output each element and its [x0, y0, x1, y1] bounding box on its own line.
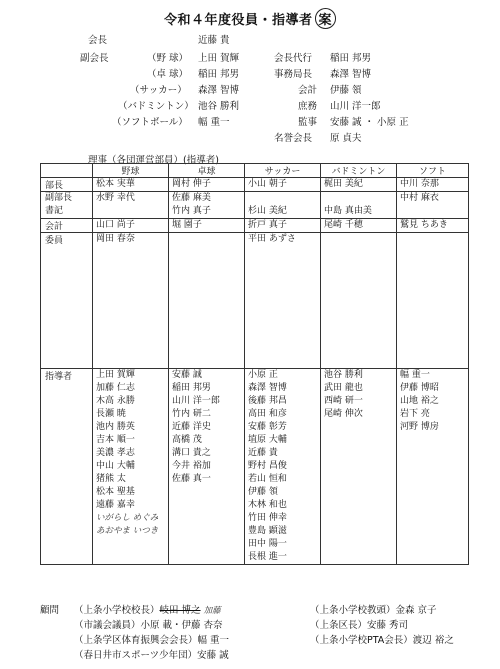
table-cell [245, 369, 321, 565]
coach-name: 山川 洋一郎 [172, 396, 220, 406]
coach-name: 松本 聖基 [96, 487, 135, 497]
row-role [41, 192, 93, 219]
table-cell [93, 219, 169, 233]
adviser-left: （春日井市スポーツ少年団）安藤 誠 [74, 650, 229, 661]
header-cell: 卓球 [169, 164, 245, 178]
coach-name: 小原 正 [248, 370, 278, 380]
officer-role: 監事 [298, 117, 318, 128]
table-cell [93, 178, 169, 192]
coach-name: 猪熊 太 [96, 474, 126, 484]
adviser-row [40, 648, 468, 663]
coach-name: 稲田 邦男 [172, 383, 211, 393]
document-title [0, 8, 500, 29]
coach-name: 伊藤 領 [248, 487, 278, 497]
member-name: 中村 麻衣 [400, 193, 439, 203]
table-cell [93, 233, 169, 369]
coach-name: 加藤 仁志 [96, 383, 135, 393]
coach-name: 後藤 邦昌 [248, 396, 287, 406]
coach-name: 池内 勝英 [96, 422, 135, 432]
adviser-right: （上条小学校PTA会長）渡辺 裕之 [310, 635, 454, 646]
table-row [41, 219, 469, 233]
officer-sport: （バドミントン） [118, 101, 194, 112]
table-cell [245, 233, 321, 369]
table-cell [397, 219, 469, 233]
title-mark: 案 [315, 8, 337, 29]
coach-name: 竹田 伸幸 [248, 513, 287, 523]
member-name: 尾崎 千穂 [324, 220, 363, 230]
officer-sport: （卓 球） [147, 69, 189, 80]
officer-name: 森澤 智博 [330, 69, 372, 80]
officer-name: 山川 洋一郎 [330, 101, 381, 112]
coach-name: 高橋 茂 [172, 435, 202, 445]
row-role: 委員 [41, 233, 93, 369]
table-row [41, 178, 469, 192]
table-row [41, 369, 469, 565]
officer-name: 上田 賀輝 [198, 53, 240, 64]
coach-name: 尾崎 伸次 [324, 409, 363, 419]
adviser-left: （市議会議員）小原 載・伊藤 杏奈 [74, 620, 223, 631]
table-cell [397, 178, 469, 192]
row-role-line: 副部長 [45, 193, 73, 203]
table-cell [169, 219, 245, 233]
adviser-right: （上条区長）安藤 秀司 [310, 620, 409, 631]
member-name: 水野 幸代 [96, 193, 135, 203]
member-name: 松本 実華 [96, 179, 135, 189]
coach-name: 高田 和彦 [248, 409, 287, 419]
coach-name: 近藤 貴 [248, 448, 278, 458]
member-name: 堀 園子 [172, 220, 202, 230]
officer-name: 幅 重一 [198, 117, 230, 128]
title-text: 令和４年度役員・指導者 [163, 13, 313, 28]
header-cell [41, 164, 93, 178]
table-row [41, 192, 469, 219]
officer-sport: （ソフトボール） [112, 117, 188, 128]
coach-name: 長瀬 暁 [96, 409, 126, 419]
officer-name: 近藤 貴 [198, 35, 230, 46]
coach-name: 山地 裕之 [400, 396, 439, 406]
coach-name: 上田 賀輝 [96, 370, 135, 380]
officer-name: 稲田 邦男 [330, 53, 372, 64]
coach-name: 池谷 勝利 [324, 370, 363, 380]
row-role: 会計 [41, 219, 93, 233]
member-name [324, 192, 393, 205]
coach-name: 森澤 智博 [248, 383, 287, 393]
advisers-label: 顧問 [40, 605, 60, 616]
coach-name: 河野 博房 [400, 422, 439, 432]
adviser-left: （上条学区体育振興会会長）幅 重一 [74, 635, 230, 646]
advisers-section [40, 603, 468, 663]
header-cell: 野球 [93, 164, 169, 178]
table-cell [321, 178, 397, 192]
officer-name: 稲田 邦男 [198, 69, 240, 80]
header-cell: バドミントン [321, 164, 397, 178]
member-name: 竹内 真子 [172, 206, 211, 216]
member-name: 岡田 春奈 [96, 234, 135, 244]
table-cell [397, 369, 469, 565]
coach-name: 木林 和也 [248, 500, 287, 510]
handwritten-correction: 加藤 [203, 606, 221, 616]
officer-name: 池谷 勝利 [198, 101, 240, 112]
member-name: 佐藤 麻美 [172, 193, 211, 203]
row-role: 指導者 [41, 369, 93, 565]
officer-role: 会計 [298, 85, 318, 96]
member-name [248, 192, 317, 205]
officer-role: 会長代行 [274, 53, 313, 64]
officer-name: 森澤 智博 [198, 85, 240, 96]
table-cell [169, 233, 245, 369]
coach-name: 安藤 彰芳 [248, 422, 287, 432]
officer-sport: （野 球） [147, 53, 189, 64]
officer-name: 伊藤 領 [330, 85, 362, 96]
adviser-name-struck: 岐田 博之 [159, 605, 201, 616]
coach-name: 長根 進一 [248, 552, 287, 562]
member-name [324, 233, 393, 246]
table-cell [93, 369, 169, 565]
table-cell [397, 233, 469, 369]
member-name [400, 233, 465, 246]
coach-name: 若山 恒和 [248, 474, 287, 484]
table-cell [245, 219, 321, 233]
table-cell [93, 192, 169, 219]
adviser-title: （上条小学校校長） [74, 605, 160, 616]
coach-name: 武田 龍也 [324, 383, 363, 393]
coach-name: 西崎 研一 [324, 396, 363, 406]
member-name: 鷲見 ちあき [400, 220, 448, 230]
member-name: 中島 真由美 [324, 206, 372, 216]
member-name: 中川 奈那 [400, 179, 439, 189]
coach-name: いがらし めぐみ [96, 513, 159, 523]
coach-name: 豊島 顕滋 [248, 526, 287, 536]
adviser-row [40, 618, 468, 633]
coach-name: 今井 裕加 [172, 461, 211, 471]
table-cell [245, 192, 321, 219]
header-cell: サッカー [245, 164, 321, 178]
coach-name: 野村 昌俊 [248, 461, 287, 471]
table-cell [169, 178, 245, 192]
row-role-line: 書記 [45, 206, 64, 216]
coach-name: 吉本 順一 [96, 435, 135, 445]
table-header-row [41, 164, 469, 178]
table-cell [169, 192, 245, 219]
adviser-row [40, 633, 468, 648]
coach-name: 埴原 大輔 [248, 435, 287, 445]
table-cell [245, 178, 321, 192]
table-row [41, 233, 469, 369]
coach-name: 田中 陽一 [248, 539, 287, 549]
coach-name: 遠藤 嘉幸 [96, 500, 135, 510]
member-name: 梶田 美紀 [324, 179, 363, 189]
officer-name: 安藤 誠 ・ 小原 正 [330, 117, 409, 128]
coach-name: 竹内 研二 [172, 409, 211, 419]
row-role: 部長 [41, 178, 93, 192]
adviser-left [74, 603, 221, 619]
header-cell: ソフト [397, 164, 469, 178]
coach-name: 佐藤 真一 [172, 474, 211, 484]
member-name: 小山 朝子 [248, 179, 287, 189]
adviser-row [40, 603, 468, 618]
member-name: 山口 尚子 [96, 220, 135, 230]
coach-name: 溝口 貴之 [172, 448, 211, 458]
coach-name: 近藤 洋史 [172, 422, 211, 432]
table-cell [321, 233, 397, 369]
table-cell [169, 369, 245, 565]
coach-name: 中山 大輔 [96, 461, 135, 471]
officer-role: 名誉会長 [274, 133, 313, 144]
member-name [96, 205, 165, 218]
officer-name: 原 貞夫 [330, 133, 362, 144]
officer-role: 事務局長 [274, 69, 313, 80]
officer-role: 副会長 [80, 53, 109, 64]
officer-role: 会長 [88, 35, 108, 46]
coach-name: 幅 重一 [400, 370, 430, 380]
board-table [40, 163, 469, 565]
member-name: 杉山 美紀 [248, 206, 287, 216]
table-cell [321, 219, 397, 233]
member-name: 折戸 真子 [248, 220, 287, 230]
officer-sport: （サッカー） [130, 85, 187, 96]
coach-name: あおやま いつき [96, 526, 159, 536]
table-cell [397, 192, 469, 219]
member-name: 平田 あずさ [248, 234, 296, 244]
coach-name: 木高 永勝 [96, 396, 135, 406]
coach-name: 安藤 誠 [172, 370, 202, 380]
member-name [400, 205, 465, 218]
coach-name: 美濃 孝志 [96, 448, 135, 458]
adviser-right: （上条小学校教頭）金森 京子 [310, 605, 437, 616]
table-cell [321, 192, 397, 219]
table-cell [321, 369, 397, 565]
board-section-label: 理事（各団運営部員）(指導者) [88, 155, 219, 166]
coach-name: 伊藤 博昭 [400, 383, 439, 393]
member-name: 岡村 伸子 [172, 179, 211, 189]
member-name [172, 233, 241, 246]
coach-name: 岩下 亮 [400, 409, 430, 419]
officer-role: 庶務 [298, 101, 318, 112]
